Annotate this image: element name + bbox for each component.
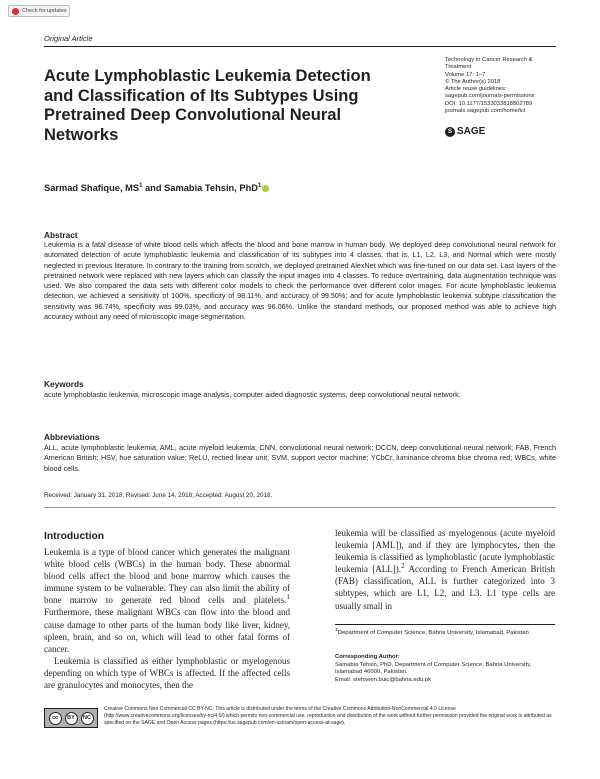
creative-commons-badge[interactable] <box>44 708 98 728</box>
license-text: Creative Commons Non Commercial CC BY-NC: This article is distributed under the terms of the Creative Commons Attribution-NonCommercial 4.0 License (http://www.creativecommons.org/licenses/by-nc/4.0/) which permits non-commercial use, reproduction and distribution of the work without further permission provided the original work is attributed as specified on the SAGE and Open Access pages (https://us.sagepub.com/en-us/nam/open-access-at-sage). <box>104 706 552 727</box>
keywords-text: acute lymphoblastic leukemia, microscopic image analysis, computer aided diagnostic systems, deep convolutional neural network. <box>44 390 461 399</box>
sage-logo-icon: S <box>445 127 455 137</box>
author-1: Sarmad Shafique, MS <box>44 183 140 193</box>
affiliation <box>335 630 557 638</box>
paper-title: Acute Lymphoblastic Leukemia Detection and Classification of Its Subtypes Using Pretrained Deep Convolutional Neural Networks <box>44 67 371 144</box>
authors <box>44 183 269 193</box>
author-2: Samabia Tehsin, PhD <box>164 183 258 193</box>
publisher-name: SAGE <box>457 126 486 137</box>
journal-volume: Volume 17: 1–7 <box>445 71 486 78</box>
corresponding-author-details: Samabia Tehsin, PhD, Department of Computer Science, Bahria University, Islamabad 46000, Pakistan. <box>335 661 532 676</box>
introduction-heading: Introduction <box>44 531 105 542</box>
abbreviations-text: ALL, acute lymphoblastic leukemia; AML, acute myeloid leukemia; CNN, convolutional neural network; DCCN, deep convolutional neural network; FAB, French American British; HSV, hue saturation value; ReLU, rectied linear unit; SVM, support vector machine; YCbCr, luminance chroma blue chroma red; WBCs, white blood cells. <box>44 443 556 473</box>
abstract-text: Leukemia is a fatal disease of white blood cells which affects the blood and bone marrow in human body. We deployed deep convolutional neural network for automated detection of acute lymphoblastic leukemia and classification of its subtypes into 4 classes, that is, L1, L2, L3, and Normal which were mostly neglected in previous literature. In contrary to the training from scratch, we deployed pretrained AlexNet which was fine-tuned on our data set. Last layers of the pretrained network were replaced with new layers which can classify the input images into 4 classes. To reduce overtraining, data augmentation technique was used. We also compared the data sets with different color models to check the performance over different color images. For acute lymphoblastic leukemia detection, we achieved a sensitivity of 100%, specificity of 98.11%, and accuracy of 99.50%; and for acute lymphoblastic leukemia subtype classification the sensitivity was 96.74%, specificity was 99.03%, and accuracy was 96.06%. Unlike the standard methods, our proposed method was able to achieve high accuracy without any need of microscopic image segmentation. <box>44 240 556 322</box>
journal-reuse: Article reuse guidelines: <box>445 86 507 93</box>
cc-icon: cc <box>49 712 62 725</box>
keywords-heading: Keywords <box>44 379 84 389</box>
cc-nc-icon: NC <box>81 712 94 725</box>
article-dates: Received: January 31, 2018; Revised: June 14, 2018; Accepted: August 20, 2018. <box>44 492 273 499</box>
citation-2[interactable]: 2 <box>400 561 405 571</box>
journal-home-link[interactable]: journals.sagepub.com/home/tct <box>445 108 526 115</box>
journal-permissions-link[interactable]: sagepub.com/journals-permissions <box>445 93 535 100</box>
citation-1[interactable]: 1 <box>286 592 290 602</box>
journal-copyright: © The Author(s) 2018 <box>445 78 501 85</box>
dates-divider <box>44 507 556 508</box>
author-1-affiliation: 1 <box>139 182 143 189</box>
affiliation-number: 1 <box>335 628 338 634</box>
check-for-updates-badge[interactable] <box>8 5 70 17</box>
orcid-icon[interactable] <box>262 185 269 192</box>
intro-paragraph-2-cont: leukemia will be classified as myelogenous (acute myeloid leukemia [AML]), and if they are lymphocytes, then the leukemia is classified as lymphoblastic (acute lymphoblastic leukemia [ALL]).$^2$ According to French American British (FAB) classification, ALL is further categorized into 3 subtypes, which are L1, L2, and L3. L1 type cells are usually small in <box>335 528 555 611</box>
intro-paragraph-1: Leukemia is a type of blood cancer which generates the malignant white blood cells (WBCs) in the human body. These abnormal blood cells affect the blood and bone marrow which causes the immune system to be vulnerable. They can also limit the ability of bone marrow to generate red blood cells and platelets.$^1$ Furthermore, these malignant WBCs can flow into the blood and cause damage to other parts of the human body like liver, kidney, spleen, brain, and so on, which will lead to other fatal forms of cancer. <box>44 547 290 654</box>
crossmark-icon <box>12 8 19 15</box>
journal-name: Technology in Cancer Research & <box>445 57 533 63</box>
introduction-left-column <box>44 546 290 691</box>
cc-by-icon: BY <box>65 712 78 725</box>
introduction-right-column <box>335 527 555 612</box>
corresponding-author <box>335 654 557 684</box>
affiliation-text: Department of Computer Science, Bahria University, Islamabad, Pakistan <box>337 630 529 636</box>
article-type: Original Article <box>44 34 93 43</box>
authors-and: and <box>142 183 165 193</box>
intro-paragraph-2: Leukemia is classified as either lymphoblastic or myelogenous depending on which type of WBCs is affected. If the affected cells are granulocytes and monocytes, then the <box>44 655 290 691</box>
journal-name-cont: Treatment <box>445 64 472 71</box>
corresponding-author-email[interactable]: Email: stehseen.buic@bahria.edu.pk <box>335 676 432 683</box>
footnote-divider <box>335 624 555 625</box>
abbreviations-heading: Abbreviations <box>44 432 100 442</box>
corresponding-author-label: Corresponding Author: <box>335 654 400 660</box>
abstract-heading: Abstract <box>44 230 78 240</box>
journal-doi[interactable]: DOI: 10.1177/1533033818802789 <box>445 100 533 107</box>
author-2-affiliation: 1 <box>257 182 262 189</box>
check-for-updates-label: Check for updates <box>22 8 67 14</box>
sage-logo <box>445 126 485 137</box>
journal-info <box>445 57 565 115</box>
header-divider <box>44 46 556 47</box>
